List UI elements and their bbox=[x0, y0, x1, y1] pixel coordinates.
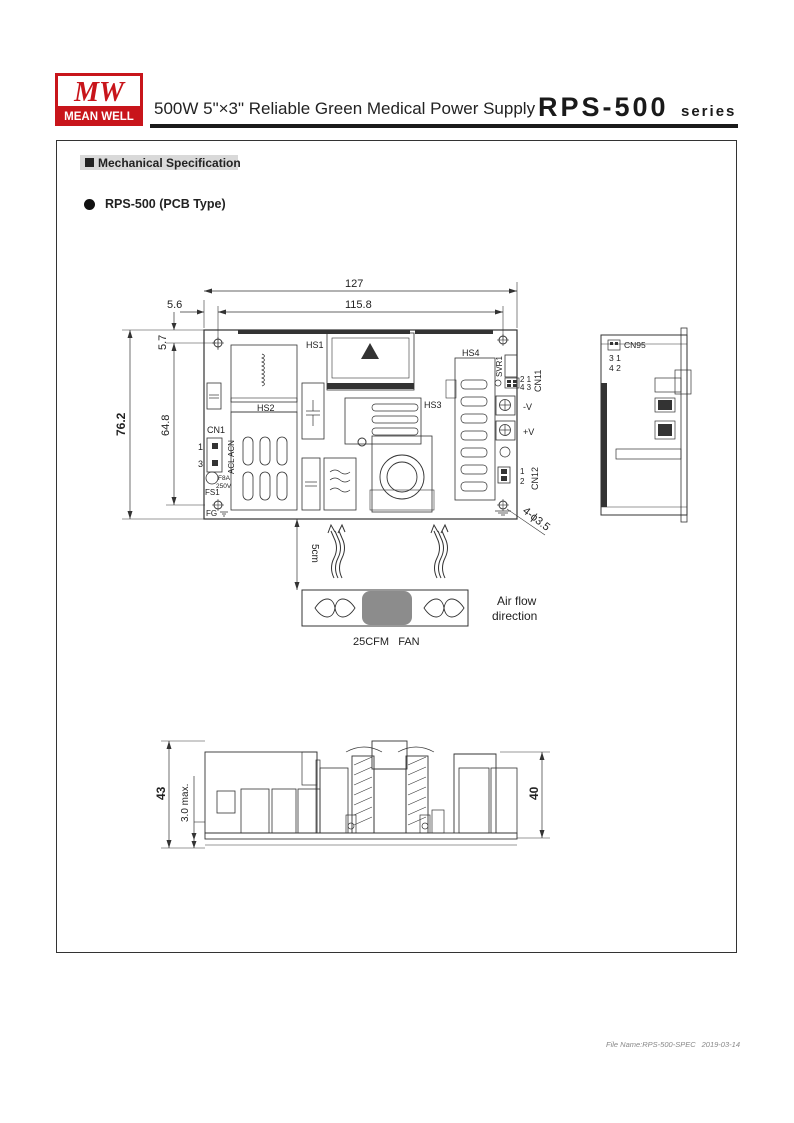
label-cn11: CN11 bbox=[533, 369, 543, 392]
label-cn12-pin2: 2 bbox=[520, 477, 525, 486]
dim-height-40: 40 bbox=[527, 786, 541, 800]
label-cn95-pins-top: 3 1 bbox=[609, 353, 621, 363]
label-ac-terminals: ACL ACN bbox=[227, 440, 236, 474]
fan-label: 25CFM FAN bbox=[353, 636, 420, 648]
front-view bbox=[154, 741, 550, 848]
label-svr1: SVR1 bbox=[495, 356, 504, 377]
dim-inner-width: 115.8 bbox=[345, 299, 372, 311]
label-cn11-pins-top: 2 1 bbox=[520, 375, 532, 384]
fan-hub bbox=[362, 591, 412, 625]
warning-icon bbox=[361, 343, 379, 359]
section-title: Mechanical Specification bbox=[98, 156, 241, 170]
label-cn12: CN12 bbox=[530, 466, 540, 490]
label-cn12-pin1: 1 bbox=[520, 467, 525, 476]
dim-clearance: 3.0 max. bbox=[180, 783, 191, 822]
airflow-gap: 5cm bbox=[309, 544, 320, 563]
airflow-diagram bbox=[295, 519, 538, 648]
dim-inner-height: 64.8 bbox=[160, 414, 172, 436]
product-title: 500W 5"×3" Reliable Green Medical Power Supply bbox=[154, 99, 536, 118]
logo-brand-name: MEAN WELL bbox=[64, 111, 134, 123]
dim-left-offset: 5.6 bbox=[167, 299, 183, 311]
label-pos-v: +V bbox=[523, 427, 535, 437]
fan-blade-icon bbox=[315, 599, 355, 617]
label-fuse-voltage: 250V bbox=[216, 483, 232, 490]
label-hs4: HS4 bbox=[462, 348, 480, 358]
airflow-direction-line2: direction bbox=[492, 609, 538, 623]
file-date: 2019-03-14 bbox=[701, 1040, 740, 1049]
dim-top-offset: 5.7 bbox=[157, 334, 169, 350]
side-view bbox=[601, 328, 691, 522]
footer bbox=[606, 1040, 740, 1049]
label-cn1-pin1: 1 bbox=[198, 442, 204, 452]
cn95-connector bbox=[608, 340, 620, 350]
label-cn95: CN95 bbox=[624, 340, 646, 350]
file-name: File Name:RPS-500-SPEC bbox=[606, 1040, 696, 1049]
hole-callout: 4-ϕ3.5 bbox=[520, 504, 553, 534]
label-hs1: HS1 bbox=[306, 340, 324, 350]
label-fs1: FS1 bbox=[205, 488, 220, 497]
fan-blade-icon bbox=[424, 599, 464, 617]
terminal-pos-v bbox=[496, 421, 515, 440]
label-hs2: HS2 bbox=[257, 403, 275, 413]
label-cn1-pin3: 3 bbox=[198, 459, 204, 469]
transformer-hatch bbox=[354, 757, 426, 825]
airflow-arrows bbox=[328, 525, 448, 578]
label-cn11-pins-bottom: 4 3 bbox=[520, 383, 532, 392]
series-label: series bbox=[681, 103, 737, 120]
label-hs3: HS3 bbox=[424, 400, 442, 410]
label-fuse-rating: F8A bbox=[218, 475, 230, 482]
top-view bbox=[114, 278, 552, 535]
logo-mark: MW bbox=[74, 77, 124, 108]
dim-width: 127 bbox=[345, 278, 364, 290]
mounting-holes bbox=[212, 334, 509, 511]
dim-height: 76.2 bbox=[114, 412, 128, 436]
section-subtitle: RPS-500 (PCB Type) bbox=[105, 197, 226, 211]
dim-total-height: 43 bbox=[154, 786, 168, 800]
label-cn95-pins-bottom: 4 2 bbox=[609, 363, 621, 373]
airflow-direction-line1: Air flow bbox=[497, 594, 537, 608]
label-neg-v: -V bbox=[523, 402, 532, 412]
label-cn1: CN1 bbox=[207, 425, 226, 435]
terminal-neg-v bbox=[496, 396, 515, 415]
label-fg: FG bbox=[206, 509, 218, 518]
model-name: RPS-500 bbox=[538, 92, 669, 122]
